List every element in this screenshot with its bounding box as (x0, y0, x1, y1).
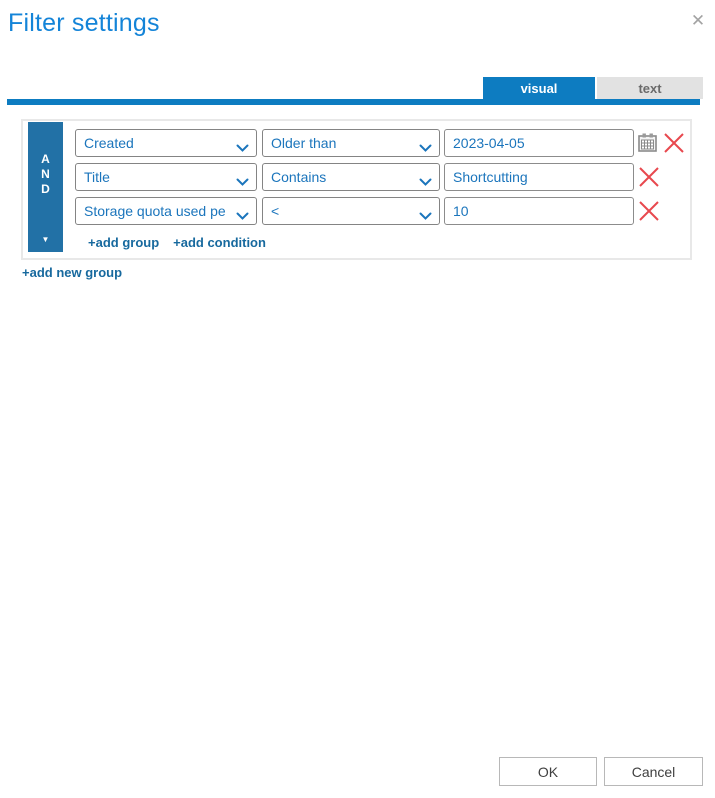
field-dropdown[interactable]: Created (75, 129, 257, 157)
calendar-icon[interactable] (637, 132, 658, 153)
chevron-down-icon (419, 174, 432, 190)
filter-group (21, 119, 692, 260)
dialog-title: Filter settings (8, 9, 160, 37)
field-dropdown[interactable]: Title (75, 163, 257, 191)
remove-condition-icon[interactable] (662, 131, 686, 155)
remove-condition-icon[interactable] (637, 165, 661, 189)
tab-underline (7, 99, 700, 105)
tab-visual[interactable]: visual (483, 77, 595, 99)
chevron-down-icon (419, 140, 432, 156)
ok-button[interactable]: OK (499, 757, 597, 786)
remove-condition-icon[interactable] (637, 199, 661, 223)
condition-row (23, 197, 690, 225)
chevron-down-icon (236, 208, 249, 224)
operator-dropdown[interactable]: Contains (262, 163, 440, 191)
tab-bar (483, 77, 703, 99)
close-icon[interactable]: ✕ (690, 11, 706, 30)
operator-dropdown[interactable]: < (262, 197, 440, 225)
value-input[interactable] (444, 197, 634, 225)
operator-dropdown[interactable]: Older than (262, 129, 440, 157)
cancel-button[interactable]: Cancel (604, 757, 703, 786)
group-links (88, 235, 266, 250)
chevron-down-icon (419, 208, 432, 224)
value-input[interactable] (444, 129, 634, 157)
chevron-down-icon: ▼ (41, 235, 50, 244)
group-operator-label: A N D (41, 151, 50, 196)
condition-row (23, 129, 690, 157)
tab-text[interactable]: text (597, 77, 703, 99)
condition-row (23, 163, 690, 191)
add-new-group-link[interactable]: +add new group (22, 265, 123, 280)
add-condition-link[interactable]: +add condition (173, 235, 266, 250)
chevron-down-icon (236, 140, 249, 156)
value-input[interactable] (444, 163, 634, 191)
chevron-down-icon (236, 174, 249, 190)
field-dropdown[interactable]: Storage quota used pe (75, 197, 257, 225)
add-group-link[interactable]: +add group (88, 235, 160, 250)
